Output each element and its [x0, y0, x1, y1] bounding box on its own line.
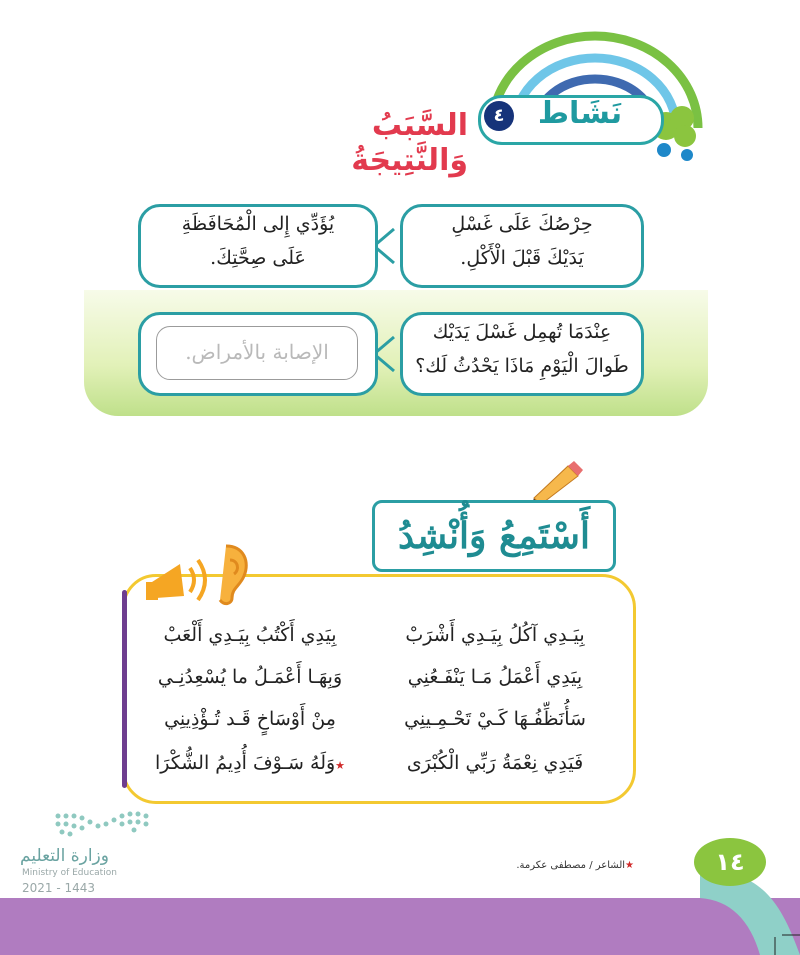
poem-verse-2a: بِيَدِي أَعْمَلُ مَـا يَنْفَـعُنِي [407, 666, 583, 688]
listen-chant-heading: أَسْتَمِعُ وَأُنْشِدُ [372, 500, 616, 572]
poem-verse-3b: مِنْ أَوْسَاخٍ قَـد تُـؤْذِينِي [164, 708, 336, 730]
activity-number-badge: ٤ [484, 101, 514, 131]
poem-verse-1a: بِيَـدِي آكُلُ بِيَـدِي أَشْرَبْ [405, 624, 585, 646]
answer-field[interactable]: الإصابة بالأمراض. [156, 326, 358, 380]
poem-verse-2b: وَبِهَـا أَعْمَـلُ ما يُسْعِدُنِـي [157, 666, 343, 688]
footnote-star-icon: ★ [625, 860, 634, 871]
footnote-star-icon: ★ [335, 759, 346, 772]
activity-label: نَشَاط [537, 96, 623, 131]
cause-1-line-1: حِرْصُكَ عَلَى غَسْلِ [451, 213, 593, 235]
page-number: ١٤ [694, 838, 766, 886]
activity-title: السَّبَبُ وَالنَّتِيجَةُ [351, 108, 468, 178]
ministry-name-english: Ministry of Education [22, 868, 117, 878]
ministry-year: 2021 - 1443 [22, 881, 96, 895]
cause-2-line-2: طَوالَ الْيَوْمِ مَاذَا يَحْدُثُ لَك؟ [415, 355, 629, 377]
poem-verse-4a: فَيَدِي نِعْمَةُ رَبِّي الْكُبْرَى [406, 752, 584, 774]
poem-verse-3a: سَأُنَظِّفُـهَا كَـيْ تَحْـمِـينِي [404, 708, 586, 730]
effect-1-line-1: يُؤَدِّي إِلى الْمُحَافَظَةِ [181, 213, 335, 235]
poem-verse-4b-text: وَلَهُ سَـوْفَ أُدِيمُ الشُّكْرَا [154, 752, 336, 774]
ministry-name-arabic: وزارة التعليم [20, 846, 109, 866]
cause-2-line-1: عِنْدَمَا تُهمِل غَسْلَ يَدَيْك [432, 321, 612, 343]
cause-1-line-2: يَدَيْكَ قَبْلَ الْأَكْلِ. [460, 247, 584, 269]
poem-verse-1b: بِيَدِي أَكْتُبُ بِيَـدِي أَلْعَبْ [163, 624, 337, 646]
effect-1-line-2: عَلَى صِحَّتِكَ. [210, 247, 306, 269]
poet-footnote-text: الشاعر / مصطفى عكرمة. [516, 860, 626, 871]
